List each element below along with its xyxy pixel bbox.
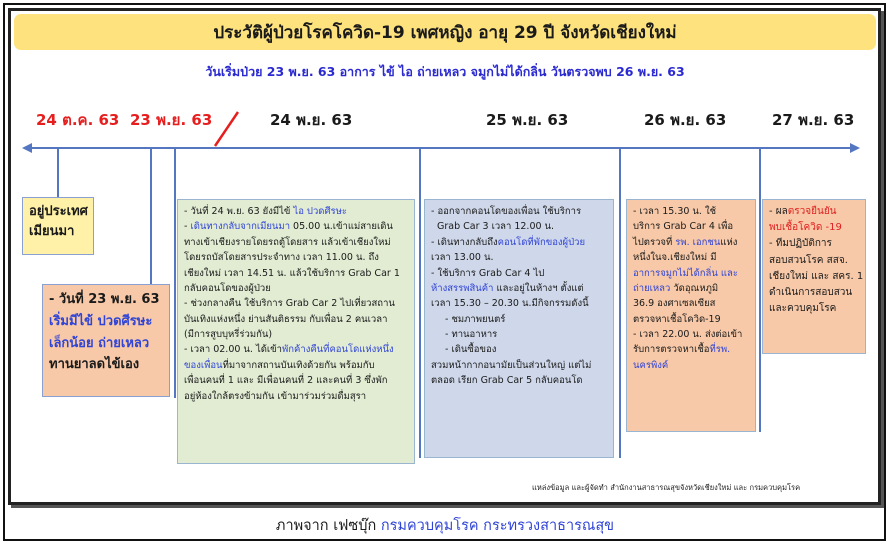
event-text: 36.9 องศาเซลเซียส <box>633 298 716 310</box>
event-text: - ผล <box>769 206 788 217</box>
event-text: - เดินซื้อของ <box>445 344 497 356</box>
highlight-text: นครพิงค์ <box>633 359 669 371</box>
event-text: ดำเนินการสอบสวน <box>769 286 853 298</box>
event-text: - เวลา 22.00 น. ส่งต่อเข้า <box>633 329 743 340</box>
event-text: 05.00 น.เข้าแม่สายเดิน <box>290 221 393 233</box>
event-text: - เดินทางกลับถึง <box>431 236 498 248</box>
page-title: ประวัติผู้ป่วยโรคโควิด-19 เพศหญิง อายุ 29 ปี จังหวัดเชียงใหม่ <box>213 22 677 43</box>
symptom-text: ไอ ปวดศีรษะ <box>293 206 347 217</box>
event-text: เวลา 15.30 – 20.30 น.มีกิจกรรมดังนี้ <box>431 298 589 310</box>
event-text: บริการ Grab Car 4 เพื่อ <box>633 221 734 233</box>
credit-link[interactable]: กรมควบคุมโรค กระทรวงสาธารณสุข <box>380 518 615 534</box>
timeline-arrow <box>22 138 862 158</box>
event-text: แห่ง <box>720 236 738 248</box>
event-text: - วันที่ 24 พ.ย. 63 ยังมีไข้ <box>184 206 294 217</box>
timeline-date-nov23: 23 พ.ย. 63 <box>130 111 213 129</box>
timeline-date-nov25: 25 พ.ย. 63 <box>486 111 569 129</box>
highlight-text: รพ. เอกชน <box>675 236 721 248</box>
symptom-text: อาการจมูกไม่ได้กลิ่น และ <box>633 267 738 279</box>
connector-line <box>57 148 59 197</box>
event-text: ไปตรวจที่ <box>633 236 676 248</box>
event-text: บันเทิงแห่งหนึ่ง ย่านสันติธรรม กับเพื่อน 2 คนเวลา <box>184 313 388 325</box>
event-text: - ชมภาพยนตร์ <box>445 313 506 325</box>
event-text: และควบคุมโรค <box>769 303 837 315</box>
event-text: ตลอด เรียก Grab Car 5 กลับคอนโด <box>431 375 583 387</box>
connector-line <box>150 148 152 284</box>
image-credit <box>0 514 890 537</box>
event-text: - ทีมปฏิบัติการ <box>769 238 832 250</box>
event-text: เวลา 13.00 น. <box>431 252 494 264</box>
event-text: ทานยาลดไข้เอง <box>49 357 140 373</box>
event-text: กลับคอนโดของผู้ป่วย <box>184 282 271 294</box>
event-box-oct24 <box>22 197 94 255</box>
event-text: เพื่อนคนที่ 1 และ มีเพื่อนคนที่ 2 และคนที่ 3 ซึ่งพัก <box>184 375 388 387</box>
highlight-text: คอนโดที่พักของผู้ป่วย <box>497 236 586 248</box>
connector-line <box>619 148 621 458</box>
connector-line <box>759 148 761 432</box>
connector-line <box>174 148 176 398</box>
case-summary: วันเริ่มป่วย 23 พ.ย. 63 อาการ ไข้ ไอ ถ่ายเหลว จมูกไม่ได้กลิ่น วันตรวจพบ 26 พ.ย. 63 <box>205 64 685 79</box>
event-box-nov27 <box>762 199 866 354</box>
title-banner <box>14 14 876 50</box>
event-text: สอบสวนโรค สสจ. <box>769 254 848 266</box>
connector-line <box>419 148 421 458</box>
highlight-text: ห้างสรรพสินค้า <box>431 282 494 294</box>
event-text: รับการตรวจหาเชื้อ <box>633 344 710 356</box>
event-text: ทางเข้าเชียงรายโดยรถตู้โดยสาร แล้วเข้าเชียงใหม่ <box>184 236 391 248</box>
highlight-text: ของเพื่อน <box>184 359 223 371</box>
highlight-text: ที่รพ. <box>709 344 731 356</box>
timeline-date-nov26: 26 พ.ย. 63 <box>644 111 727 129</box>
event-text: อยู่ห้องใกล้ตรงข้ามกัน เข้ามาร่วมร่วมดื่มสุรา <box>184 390 367 402</box>
result-text: ตรวจยืนยัน <box>787 206 837 217</box>
event-box-nov26 <box>626 199 756 432</box>
event-text: - ใช้บริการ Grab Car 4 ไป <box>431 267 545 279</box>
result-text: พบเชื้อโควิด -19 <box>769 222 842 234</box>
event-text: - ช่วงกลางคืน ใช้บริการ Grab Car 2 ไปเที่ยวสถาน <box>184 298 395 310</box>
event-text: (มีการสูบบุหรี่ร่วมกัน) <box>184 329 273 340</box>
event-text: วัดอุณหภูมิ <box>670 282 719 294</box>
event-text: เชียงใหม่ เวลา 14.51 น. แล้วใช้บริการ Grab Car 1 <box>184 267 400 279</box>
event-box-nov25 <box>424 199 614 458</box>
event-box-nov24 <box>177 199 415 464</box>
event-text: ตรวจหาเชื้อโควิด-19 <box>633 313 721 325</box>
event-text: - ออกจากคอนโดของเพื่อน ใช้บริการ <box>431 206 582 217</box>
symptom-text: เล็กน้อย ถ่ายเหลว <box>49 335 150 351</box>
event-text: อยู่ประเทศ <box>29 204 88 219</box>
timeline-date-nov24: 24 พ.ย. 63 <box>270 111 353 129</box>
event-text: สวมหน้ากากอนามัยเป็นส่วนใหญ่ แต่ไม่ <box>431 359 592 371</box>
event-text: - วันที่ 23 พ.ย. 63 <box>49 292 160 307</box>
event-text: เมียนมา <box>29 224 75 240</box>
highlight-text: พักค้างคืนที่คอนโดแห่งหนึ่ง <box>281 344 394 356</box>
event-text: - ทานอาหาร <box>445 329 498 340</box>
source-note: แหล่งข้อมูล และผู้จัดทำ สำนักงานสาธารณสุขจังหวัดเชียงใหม่ และ กรมควบคุมโรค <box>532 483 801 492</box>
event-text: Grab Car 3 เวลา 12.00 น. <box>437 221 555 233</box>
event-text: - เวลา 15.30 น. ใช้ <box>633 206 717 217</box>
event-text: - เวลา 02.00 น. ได้เข้า <box>184 344 282 356</box>
event-text: ที่มาจากสถานบันเทิงด้วยกัน พร้อมกับ <box>222 359 375 371</box>
highlight-text: เดินทางกลับจากเมียนมา <box>190 221 291 233</box>
symptom-text: ถ่ายเหลว <box>633 282 671 294</box>
event-text: โดยรถบัสโดยสารประจำทาง เวลา 11.00 น. ถึง <box>184 252 379 264</box>
timeline-date-nov27: 27 พ.ย. 63 <box>772 111 855 129</box>
event-box-nov23 <box>42 284 170 397</box>
symptom-text: เริ่มมีไข้ ปวดศีรษะ <box>49 313 153 329</box>
event-text: เชียงใหม่ และ สคร. 1 <box>769 270 864 282</box>
event-text: - <box>184 221 191 233</box>
timeline-date-oct24: 24 ต.ค. 63 <box>36 111 120 129</box>
credit-prefix: ภาพจาก เฟซบุ๊ก <box>275 518 381 534</box>
event-text: และอยู่ในห้างฯ ตั้งแต่ <box>493 282 584 294</box>
event-text: หนึ่งในจ.เชียงใหม่ มี <box>633 252 717 264</box>
